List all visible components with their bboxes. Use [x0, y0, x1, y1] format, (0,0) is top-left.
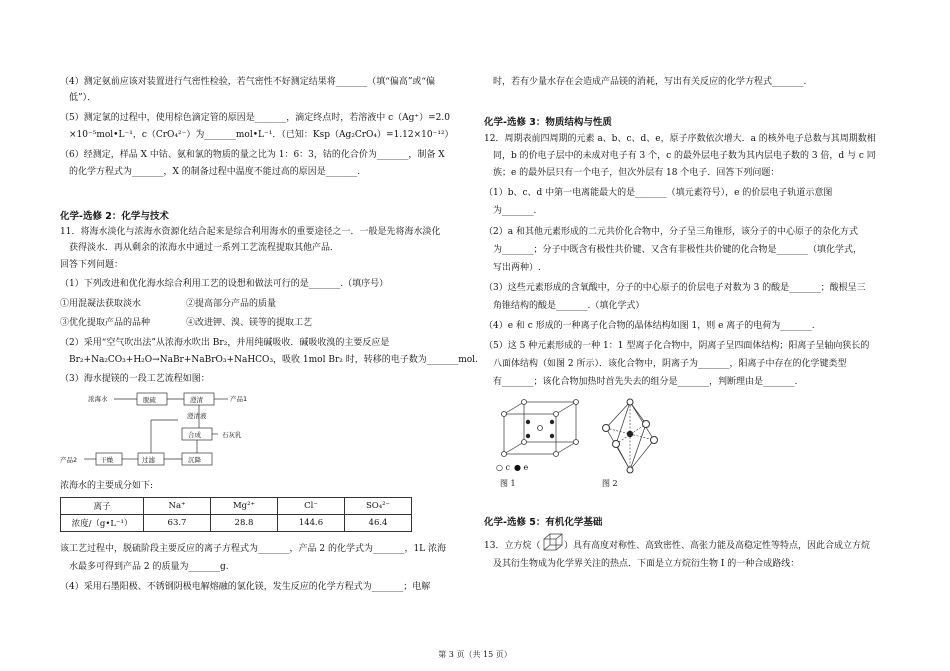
- section-2-title: 化学-选修 2：化学与技术: [60, 211, 169, 222]
- table-cell: 浓度/（g•L⁻¹）: [61, 515, 144, 532]
- q5-line1: （5）测定氯的过程中，使用棕色滴定管的原因是_______，滴定终点时，若溶液中 c（Ag⁺）=2.0: [60, 113, 450, 123]
- figure-2-caption: 图 2: [602, 479, 618, 488]
- table-cell: SO₄²⁻: [345, 498, 412, 515]
- flow-node-product1: 产品1: [230, 395, 248, 403]
- flow-node-product2: 产品2: [60, 456, 78, 464]
- q12-part5-line3: 有_______；该化合物加热时首先失去的组分是_______，判断理由是_______.: [493, 377, 798, 387]
- q11-part1: （1）下列改进和优化海水综合利用工艺的设想和做法可行的是_______.（填序号）: [60, 279, 389, 289]
- q4-line2: 低”）．: [69, 93, 97, 103]
- q12-line2: 同，b 的价电子层中的未成对电子有 3 个，c 的最外层电子数为其内层电子数的 3 倍，d 与 c 同: [493, 151, 876, 161]
- q13-line1-start: 13．立方烷（: [484, 541, 541, 551]
- q6-line1: （6）经测定，样品 X 中钴、氨和氯的物质的量之比为 1：6：3，钴的化合价为_______，制备 X: [60, 150, 445, 160]
- section-5-title: 化学-选修 5：有机化学基础: [484, 517, 603, 528]
- q12-part3-line2: 角锥结构的酸是_______.（填化学式）: [493, 301, 645, 311]
- table-row: [61, 515, 412, 532]
- q12-part5-line1: （5）这 5 种元素形成的一种 1：1 型离子化合物中，阴离子呈四面体结构；阳离子呈轴向狭长的: [484, 341, 870, 351]
- table-cell: 28.8: [211, 515, 278, 532]
- q12-part1-line1: （1）b、c、d 中第一电离能最大的是_______（填元素符号），e 的价层电子轨道示意图: [484, 188, 833, 198]
- table-cell: 144.6: [278, 515, 345, 532]
- flow-node-dry: 干燥: [100, 456, 113, 464]
- option-1: ①用混凝法获取淡水: [60, 299, 142, 309]
- figure-1-crystal-cell: [498, 398, 586, 460]
- q11-part4-continued: 时，若有少量水存在会造成产品镁的消耗，写出有关反应的化学方程式_______.: [493, 77, 807, 87]
- q11-part2-line1: （2）采用“空气吹出法”从浓海水吹出 Br₂，并用纯碱吸收．碱吸收溴的主要反应是: [60, 338, 390, 348]
- flow-node-clarify: 澄清: [190, 396, 203, 404]
- flow-node-synthesize: 合成: [188, 431, 201, 439]
- q12-part4: （4）e 和 c 形成的一种离子化合物的晶体结构如图 1，则 e 离子的电荷为_______.: [484, 321, 815, 331]
- figure-1-caption: 图 1: [500, 479, 516, 488]
- flow-node-lime-milk: 石灰乳: [222, 431, 242, 439]
- figure-legend-c: ○ c: [496, 463, 511, 472]
- q11-part4: （4）采用石墨阳极、不锈钢阴极电解熔融的氯化镁，发生反应的化学方程式为_______；电解: [60, 582, 431, 592]
- page-footer: 第 3 页（共 15 页）: [438, 650, 512, 659]
- ion-concentration-table: [60, 497, 412, 532]
- cubane-structure-icon: [542, 532, 564, 552]
- q12-part2-line1: （2）a 和其他元素形成的二元共价化合物中，分子呈三角锥形，该分子的中心原子的杂化方式: [484, 227, 858, 237]
- q12-part1-line2: 为_______.: [493, 206, 537, 216]
- q12-line1: 12．周期表前四周期的元素 a、b、c、d、e，原子序数依次增大．a 的核外电子总数与其周期数相: [484, 134, 876, 144]
- q13-line1-end: ）具有高度对称性、高致密性、高张力能及高稳定性等特点，因此合成立方烷: [564, 541, 871, 551]
- after-table-line1: 该工艺过程中，脱硫阶段主要反应的离子方程式为_______，产品 2 的化学式为_______，1L 浓海: [60, 544, 447, 554]
- flow-node-desulfurize: 脱硫: [143, 396, 156, 404]
- q11-part2-line2: Br₂+Na₂CO₃+H₂O→NaBr+NaBrO₃+NaHCO₃，吸收 1mol Br₂ 时，转移的电子数为_______mol.: [69, 355, 478, 365]
- q12-part2-line3: 写出两种）.: [493, 263, 541, 273]
- q12-part2-line2: 为_______；分子中既含有极性共价键、又含有非极性共价键的化合物是_______（填化学式，: [493, 245, 863, 255]
- flow-node-filter: 过滤: [142, 456, 155, 464]
- q5-line2: ×10⁻⁵mol•L⁻¹，c（CrO₄²⁻）为_______mol•L⁻¹．（已知：Ksp（Ag₂CrO₄）=1.12×10⁻¹²）: [69, 130, 454, 140]
- table-cell: 46.4: [345, 515, 412, 532]
- q11-line3: 回答下列问题：: [60, 260, 124, 270]
- option-4: ④改进钾、溴、镁等的提取工艺: [186, 318, 313, 328]
- q6-line2: 的化学方程式为_______，X 的制备过程中温度不能过高的原因是_______.: [69, 167, 361, 177]
- table-caption: 浓海水的主要成分如下:: [60, 481, 154, 491]
- table-cell: Na⁺: [144, 498, 211, 515]
- q12-part5-line2: 八面体结构（如图 2 所示）．该化合物中，阴离子为_______，阳离子中存在的化学键类型: [493, 359, 847, 369]
- q12-line3: 族；e 的最外层只有一个电子，但次外层有 18 个电子．回答下列问题：: [493, 168, 780, 178]
- table-cell: Cl⁻: [278, 498, 345, 515]
- option-3: ③优化提取产品的品种: [60, 318, 151, 328]
- flow-node-settle: 沉降: [188, 456, 201, 464]
- figure-2-octahedral-ion: [592, 398, 670, 474]
- figure-legend-e: ● e: [514, 463, 529, 472]
- q11-line2: 获得淡水．再从剩余的浓海水中通过一系列工艺流程提取其他产品．: [69, 243, 340, 253]
- after-table-line2: 水最多可得到产品 2 的质量为_______g.: [69, 562, 229, 572]
- table-cell: 离子: [61, 498, 144, 515]
- table-cell: 63.7: [144, 515, 211, 532]
- table-header-row: [61, 498, 412, 515]
- q4-line1: （4）测定氨前应该对装置进行气密性检验，若气密性不好测定结果将_______（填“偏高”或“偏: [60, 77, 436, 87]
- table-cell: Mg²⁺: [211, 498, 278, 515]
- q11-line1: 11．将海水淡化与浓海水资源化结合起来是综合利用海水的重要途径之一．一般是先将海水淡化: [60, 227, 441, 237]
- section-3-title: 化学-选修 3：物质结构与性质: [484, 117, 612, 128]
- q12-part3-line1: （3）这些元素形成的含氧酸中，分子的中心原子的价层电子对数为 3 的酸是_______；酸根呈三: [484, 283, 866, 293]
- q11-part3: （3）海水提镁的一段工艺流程如图：: [60, 374, 210, 384]
- q13-line2: 及其衍生物成为化学界关注的热点．下面是立方烷衍生物 I 的一种合成路线：: [493, 559, 800, 569]
- flow-node-concentrated-seawater: 浓海水: [88, 395, 108, 403]
- flow-chart: [60, 390, 360, 474]
- flow-node-clear-liquid: 澄清液: [187, 412, 207, 420]
- option-2: ②提高部分产品的质量: [186, 299, 277, 309]
